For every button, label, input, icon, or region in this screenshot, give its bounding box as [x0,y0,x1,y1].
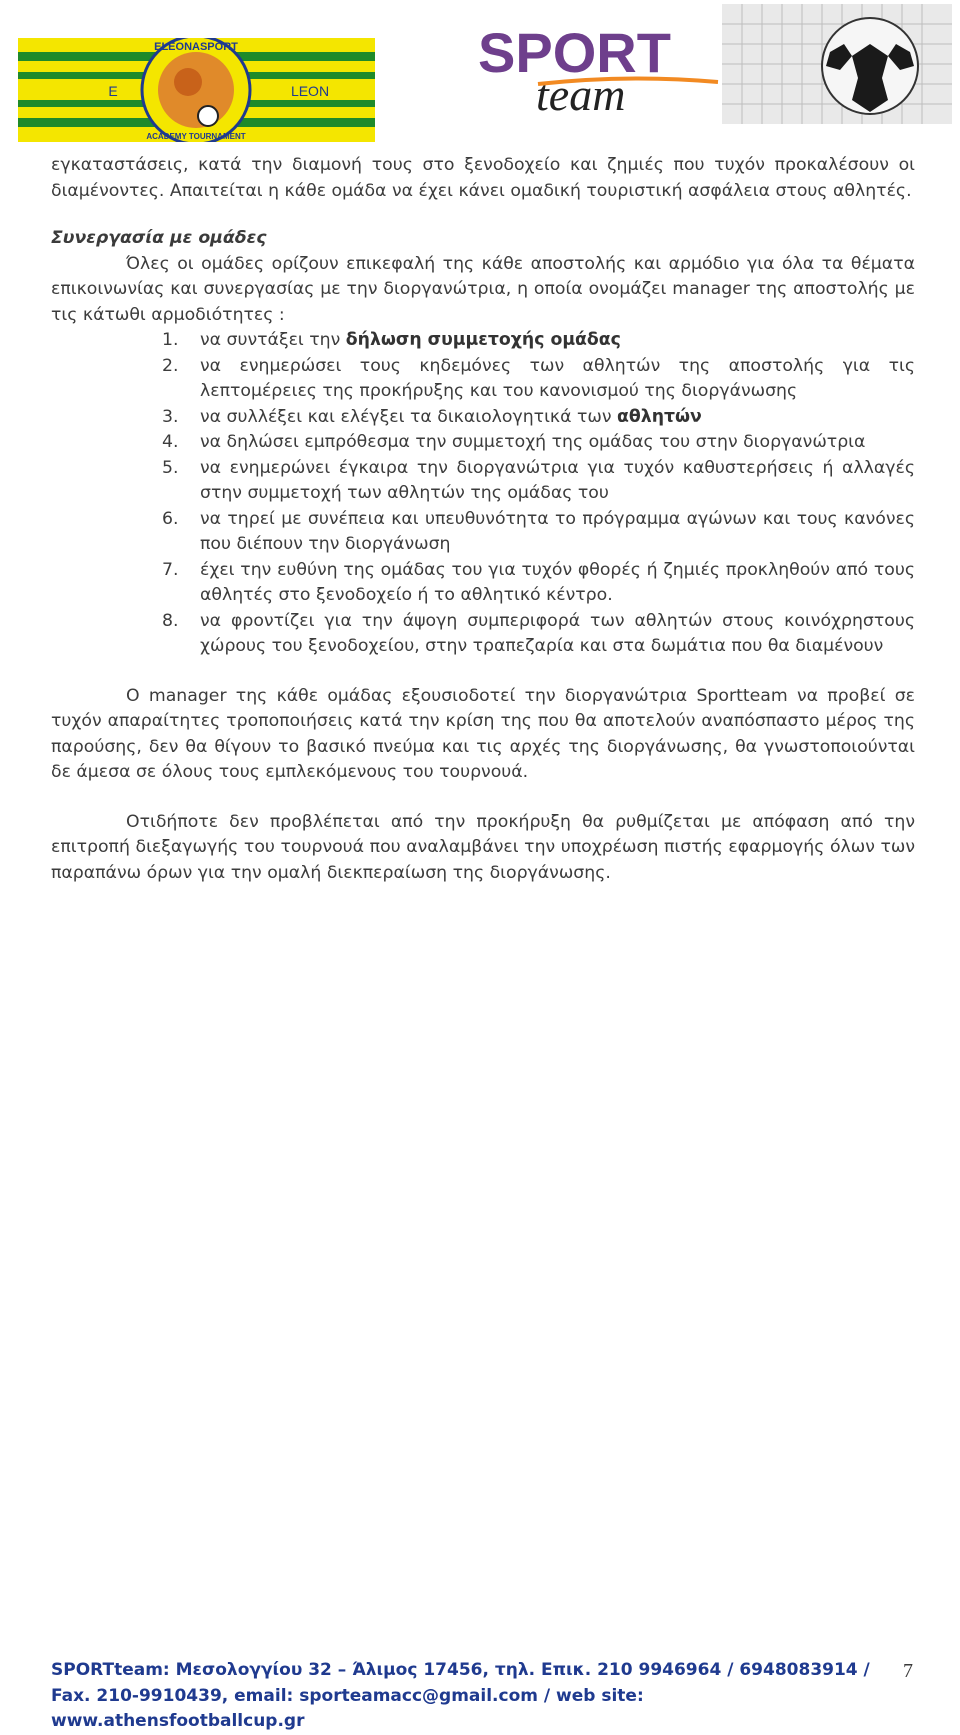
section-heading: Συνεργασία με ομάδες [51,228,267,248]
page-header [0,0,960,150]
list-item: 6. να τηρεί με συνέπεια και υπευθυνότητα το πρόγραμμα αγώνων και τους κανόνες που διέπουν την διοργάνωση [162,508,915,554]
svg-text:LEON: LEON [290,83,330,99]
intro-paragraph: εγκαταστάσεις, κατά την διαμονή τους στο ξενοδοχείο και ζημιές που τυχόν προκαλέσουν οι διαμένοντες. Απαιτείται η κάθε ομάδα να έχει κάνει ομαδική τουριστική ασφάλεια στους αθλητές. [51,155,915,201]
list-item: 7. έχει την ευθύνη της ομάδας του για τυχόν φθορές ή ζημιές προκληθούν από τους αθλητές στο ξενοδοχείο ή το αθλητικό κέντρο. [162,559,915,605]
list-item: 5. να ενημερώνει έγκαιρα την διοργανώτρια για τυχόν καθυστερήσεις ή αλλαγές στην συμμετοχή των αθλητών της ομάδας του [162,457,915,503]
paragraph-manager: Ο manager της κάθε ομάδας εξουσιοδοτεί την διοργανώτρια Sportteam να προβεί σε τυχόν απαραίτητες τροποποιήσεις κατά την κρίση της που θα αποτελούν αναπόσπαστο μέρος της παρούσης, δεν θα θίγουν το βασικό πνεύμα και τις αρχές της διοργάνωσης, θα γνωστοποιούνται δε άμεσα σε όλους τους εμπλεκόμενους του τουρνουά. [51,685,915,782]
eleonasport-logo [18,38,375,142]
responsibilities-list [51,328,915,660]
list-item: 2. να ενημερώσει τους κηδεμόνες των αθλητών της αποστολής για τις λεπτομέρειες της προκήρυξης και του κανονισμού της διοργάνωσης [162,355,915,401]
list-item: 4. να δηλώσει εμπρόθεσμα την συμμετοχή της ομάδας του στην διοργανώτρια [162,432,866,452]
document-body [51,153,915,886]
paragraph-teams: Όλες οι ομάδες ορίζουν επικεφαλή της κάθε αποστολής και αρμόδιο για όλα τα θέματα επικοινωνίας και συνεργασίας με την διοργανώτρια, η οποία ονομάζει manager της αποστολής με τις κάτωθι αρμοδιότητες : [51,253,915,325]
svg-text:E: E [108,83,118,99]
page-number: 7 [903,1660,913,1682]
list-item: 1. να συντάξει την δήλωση συμμετοχής ομάδας [162,330,621,350]
svg-text:SPORT: SPORT [478,22,671,84]
paragraph-misc: Οτιδήποτε δεν προβλέπεται από την προκήρυξη θα ρυθμίζεται με απόφαση από την επιτροπή διεξαγωγής του τουρνουά που αναλαμβάνει την υποχρέωση πιστής εφαρμογής όλων των παραπάνω όρων για την ομαλή διεκπεραίωση της διοργάνωσης. [51,811,915,883]
svg-text:ELEONASPORT: ELEONASPORT [154,41,238,53]
list-item: 3. να συλλέξει και ελέγξει τα δικαιολογητικά των αθλητών [162,406,702,427]
list-item: 8. να φροντίζει για την άψογη συμπεριφορά των αθλητών στους κοινόχρηστους χώρους του ξενοδοχείου, στην τραπεζαρία και στα δωμάτια που θα διαμένουν [162,610,915,656]
footer-contact: SPORTteam: Μεσολογγίου 32 – Άλιμος 17456, τηλ. Επικ. 210 9946964 / 6948083914 / Fax. 210-9910439, email: sporteamacc@gmail.com / web site: www.athensfootballcup.gr [51,1660,870,1731]
soccer-ball-net-image [722,4,952,124]
svg-text:team: team [536,69,626,117]
sportteam-logo [478,22,723,117]
svg-text:ACADEMY TOURNAMENT: ACADEMY TOURNAMENT [146,132,246,141]
